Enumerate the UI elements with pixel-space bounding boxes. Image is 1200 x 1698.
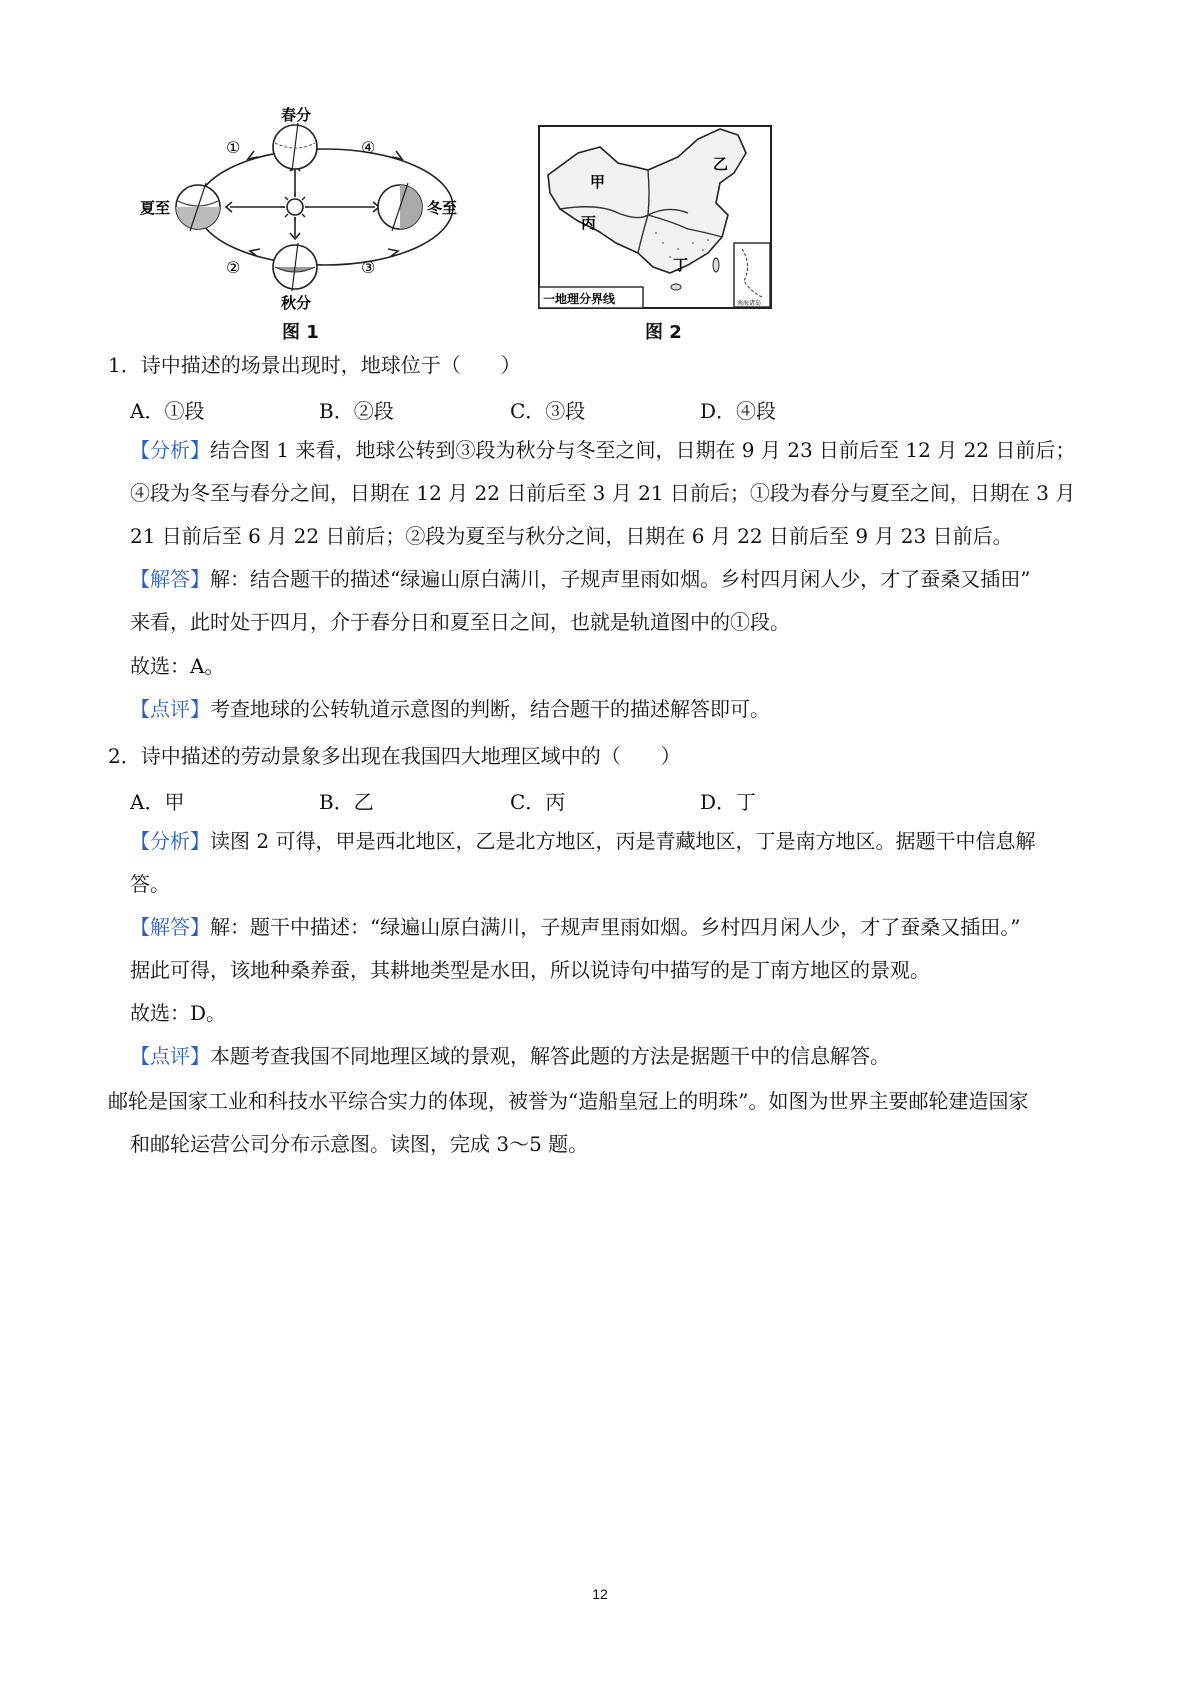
q1-analysis-tag: 【分析】 (130, 438, 210, 462)
q2-answer-line-1 (130, 913, 1020, 941)
inset-label: 南海诸岛 (737, 300, 762, 307)
q1-choice: 故选：A。 (130, 654, 225, 678)
q1-analysis-text-1: 结合图 1 来看，地球公转到③段为秋分与冬至之间，日期在 9 月 23 日前后至 12 月 22 日前后； (210, 438, 1076, 462)
page-number: 12 (592, 1586, 608, 1602)
q1-comment-line (130, 695, 770, 723)
q2-comment-tag: 【点评】 (130, 1044, 210, 1068)
q2-analysis-line-1 (130, 827, 1035, 855)
intro-line-1: 邮轮是国家工业和科技水平综合实力的体现，被誉为“造船皇冠上的明珠”。如图为世界主要邮轮建造国家 (108, 1089, 1029, 1113)
q1-option-c: C．③段 (510, 399, 586, 423)
earth-winter (378, 183, 422, 231)
q2-option-a: A．甲 (130, 790, 185, 814)
region-yi: 乙 (713, 155, 729, 173)
figure-2-china-map (538, 125, 772, 309)
label-seg4: ④ (361, 138, 376, 157)
region-ding: 丁 (673, 256, 689, 274)
region-jia: 甲 (590, 173, 606, 191)
q2-answer-text-1: 解：题干中描述：“绿遍山原白满川，子规声里雨如烟。乡村四月闲人少，才了蚕桑又插田。” (210, 915, 1021, 939)
q2-analysis-tag: 【分析】 (130, 829, 210, 853)
q2-analysis-line-2: 答。 (130, 872, 170, 896)
earth-autumn (273, 243, 317, 291)
q1-option-b: B．②段 (319, 399, 394, 423)
q2-option-d: D．丁 (700, 790, 757, 814)
q2-answer-tag: 【解答】 (130, 915, 210, 939)
q2-comment-line (130, 1042, 890, 1070)
q1-analysis-line-3: 21 日前后至 6 月 22 日前后；②段为夏至与秋分之间，日期在 6 月 22 日前后至 9 月 23 日前后。 (130, 524, 1013, 548)
label-seg2: ② (226, 258, 241, 277)
q1-comment-tag: 【点评】 (130, 697, 210, 721)
label-summer: 夏至 (140, 199, 171, 217)
q2-comment-text: 本题考查我国不同地理区域的景观，解答此题的方法是据题干中的信息解答。 (210, 1044, 890, 1068)
figure-1-orbit-diagram (140, 105, 480, 320)
earth-summer (176, 183, 220, 231)
label-winter: 冬至 (427, 199, 458, 217)
q1-answer-tag: 【解答】 (130, 567, 210, 591)
q1-answer-line-2: 来看，此时处于四月，介于春分日和夏至日之间，也就是轨道图中的①段。 (130, 610, 790, 634)
intro-line-2: 和邮轮运营公司分布示意图。读图，完成 3～5 题。 (130, 1132, 589, 1156)
region-bing: 丙 (581, 214, 597, 232)
q2-option-c: C．丙 (510, 790, 566, 814)
label-seg3: ③ (361, 258, 376, 277)
q1-analysis-line-1 (130, 436, 1075, 464)
q1-option-d: D．④段 (700, 399, 777, 423)
q1-stem: 1．诗中描述的场景出现时，地球位于（ ） (108, 353, 521, 377)
earth-spring (273, 123, 317, 171)
q2-option-b: B．乙 (319, 790, 374, 814)
label-spring: 春分 (281, 106, 312, 124)
label-autumn: 秋分 (281, 294, 312, 312)
figure-2-caption: 图 2 (645, 322, 682, 343)
q1-answer-text-1: 解：结合题干的描述“绿遍山原白满川，子规声里雨如烟。乡村四月闲人少，才了蚕桑又插田” (210, 567, 1031, 591)
q2-analysis-text-1: 读图 2 可得，甲是西北地区，乙是北方地区，丙是青藏地区，丁是南方地区。据题干中信息解 (210, 829, 1036, 853)
q1-option-a: A．①段 (130, 399, 205, 423)
q2-choice: 故选：D。 (130, 1001, 227, 1025)
q1-answer-line-1 (130, 565, 1030, 593)
q1-comment-text: 考查地球的公转轨道示意图的判断，结合题干的描述解答即可。 (210, 697, 770, 721)
q2-stem: 2．诗中描述的劳动景象多出现在我国四大地理区域中的（ ） (108, 744, 681, 768)
label-seg1: ① (226, 138, 241, 157)
q1-analysis-line-2: ④段为冬至与春分之间，日期在 12 月 22 日前后至 3 月 21 日前后；①段为春分与夏至之间，日期在 3 月 (130, 481, 1076, 505)
figure-1-caption: 图 1 (282, 322, 319, 343)
legend-label: 一地理分界线 (543, 292, 616, 306)
q2-answer-line-2: 据此可得，该地种桑养蚕，其耕地类型是水田，所以说诗句中描写的是丁南方地区的景观。 (130, 958, 930, 982)
